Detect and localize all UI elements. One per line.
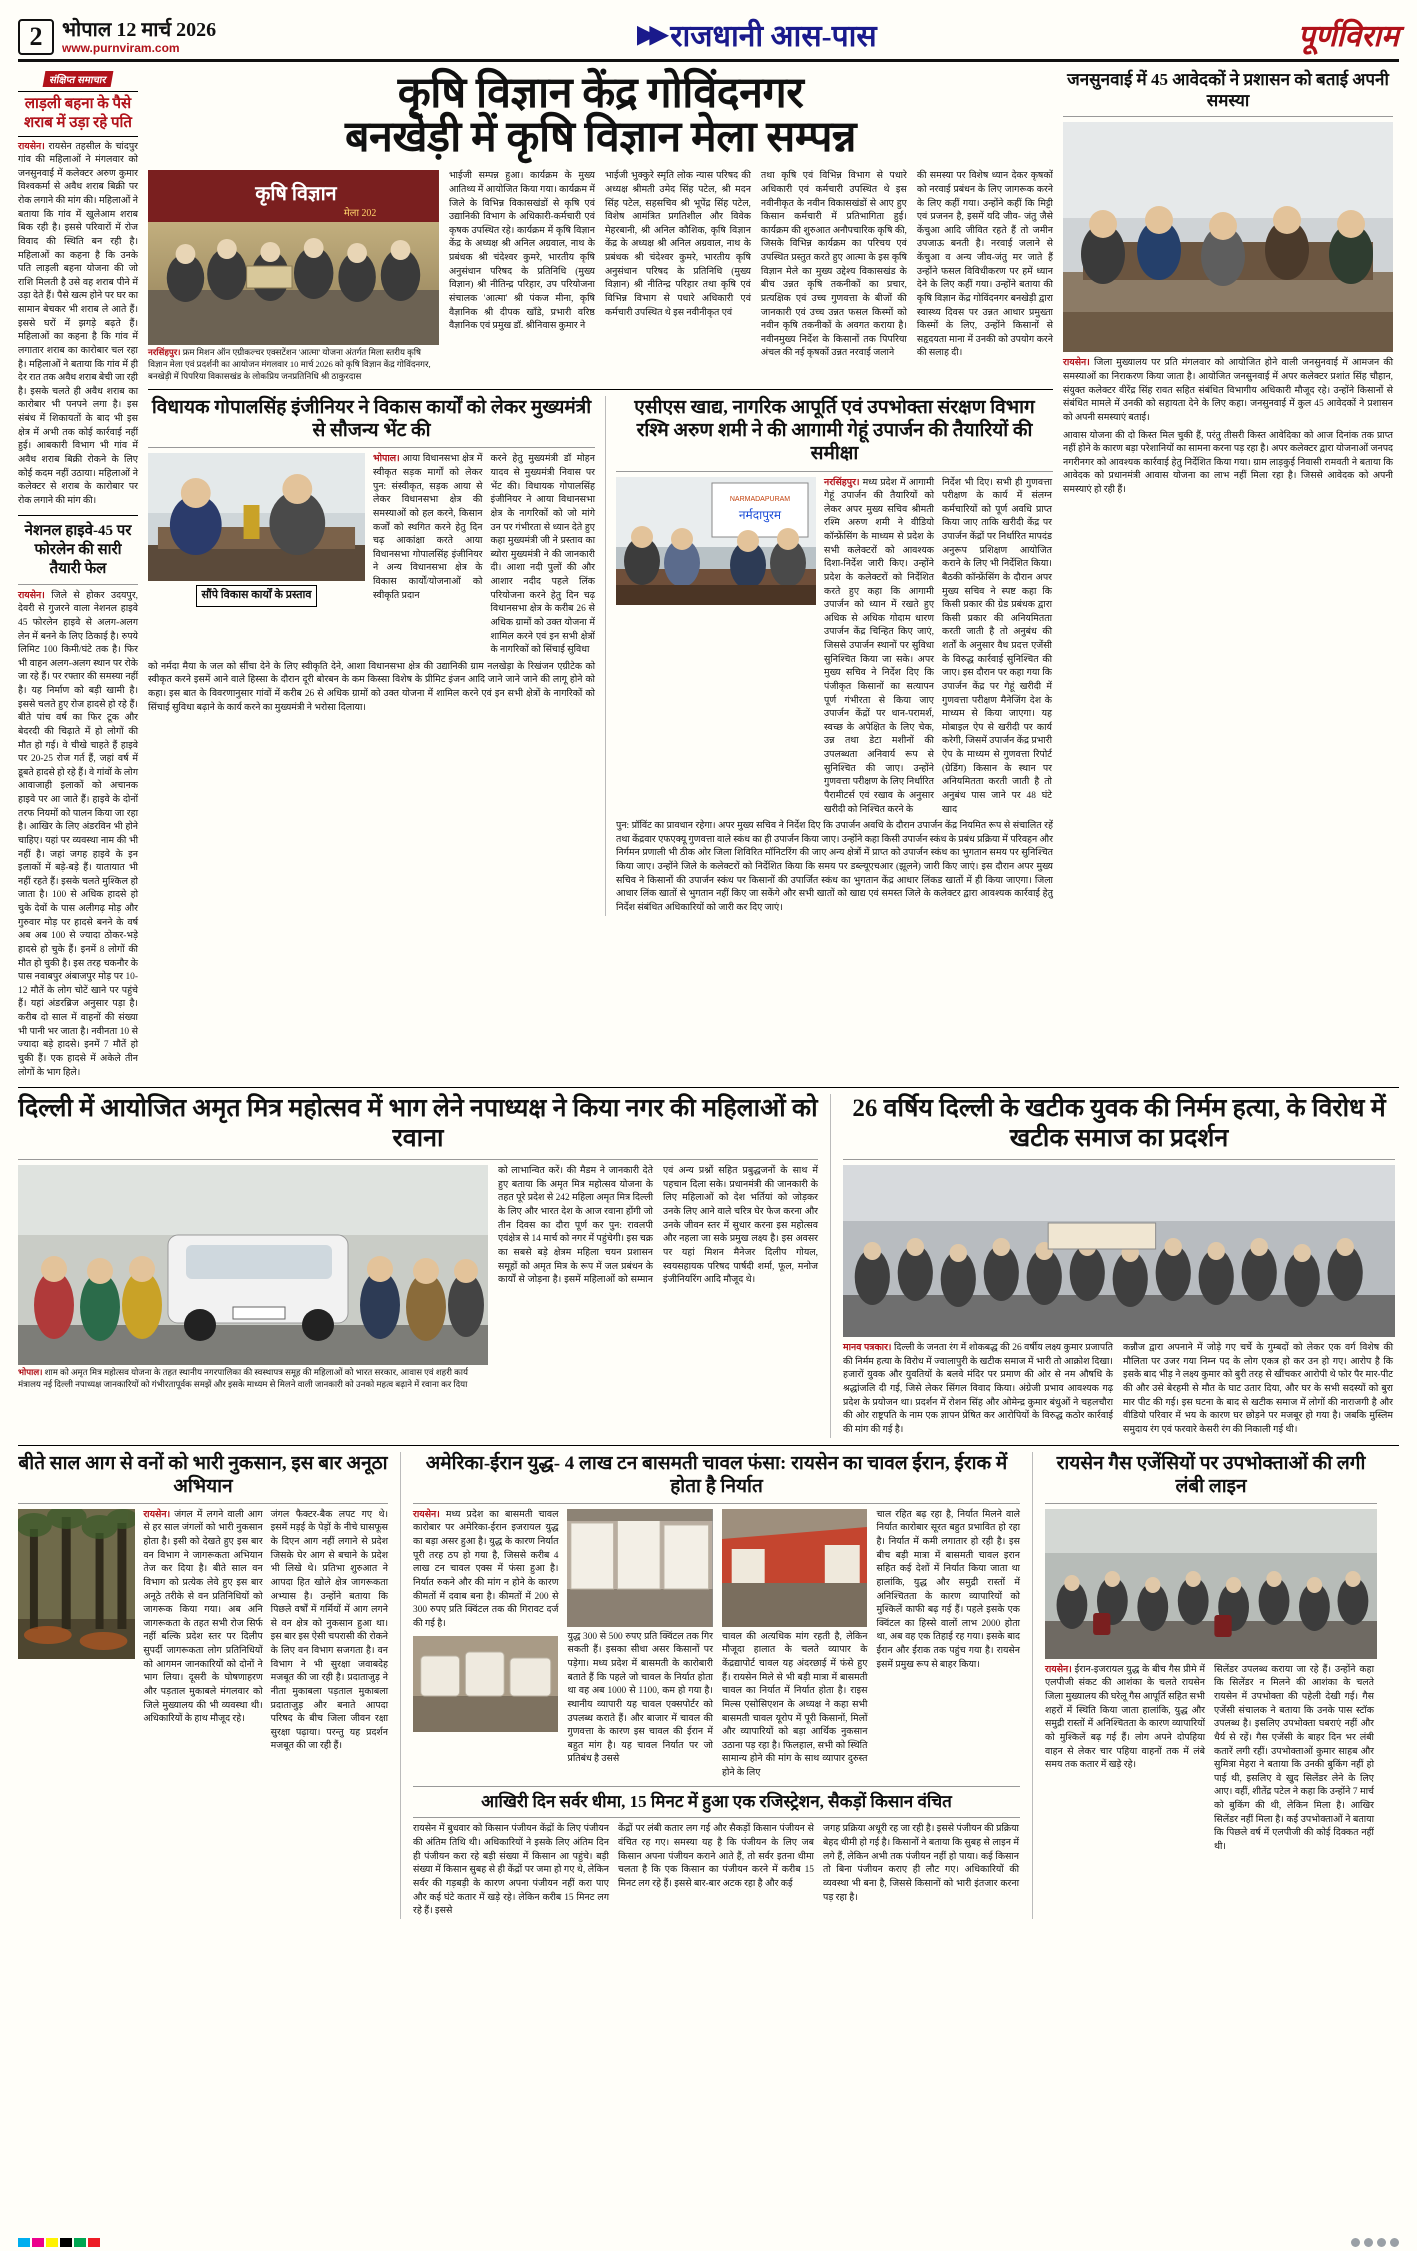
- acs-dateline: नरसिंहपुर।: [824, 477, 860, 488]
- mla-col1: [373, 453, 482, 657]
- acs-col1: [824, 477, 934, 818]
- center-column: [148, 70, 1053, 1080]
- rice-photo-main: [567, 1509, 712, 1627]
- mla-story: [148, 396, 595, 916]
- left-story1-text: रायसेन तहसील के चांदपुर गांव की महिलाओं ने मंगलवार को जनसुनवाई में कलेक्टर अरुण कुमार विश्वकर्मा से अवैध शराब बिक्री पर रोक लगाने की मांग की। महिलाओं ने बताया कि गांव में खुलेआम शराब बिक रही है। इससे परिवारों में रोज विवाद की स्थिति बन रही है। महिलाओं का कहना है कि उनके पति लाड़ली बहना योजना की जो राशि मिलती है उसे वह शराब पीने में उड़ा देते हैं। पैसे खत्म होने पर घर का सामान बेचकर भी शराब ले आते हैं। इससे घरों में झगड़े बढ़ते हैं। महिलाओं का कहना है कि गांव में लगातार शराब का कारोबार चल रहा है। महिलाओं ने बताया कि गांव में ही देर रात तक अवैध शराब बेची जा रही है। इसके चलते ही अवैध शराब का कारोबार भी पनपने लगा है। इस संबंध में शिकायतों के बाद भी इस क्षेत्र में अभी तक कोई कार्रवाई नहीं हुई। आबकारी विभाग भी गांव में अवैध शराब बिक्री रोकने के लिए कोई कदम नहीं उठाया। महिलाओं ने कलेक्टर से शराब के कारोबार पर रोक लगाने की मांग की।: [18, 141, 139, 506]
- left-story2-body: [18, 590, 138, 1081]
- lead-headline-line2: बनखेड़ी में कृषि विज्ञान मेला सम्पन्न: [344, 114, 857, 162]
- gas-col1-text: ईरान-इजरायल युद्ध के बीच गैस प्रीमे में एलपीजी संकट की आशंका के चलते रायसेन जिला मुख्यालय की घरेलू गैस आपूर्ति सहित सभी शहरों में स्थिति किया जाता हालांकि, युद्ध और समुद्री रास्तों में अनिश्चितता के कारण व्यापारियों को मुश्किलें बढ़ गई हैं। लोग अपने दोपहिया वाहन से लेकर चार पहिया वाहनों तक में लंबे समय तक कतार में खड़े रहे।: [1045, 1664, 1206, 1771]
- lead-photo-caption: [148, 347, 439, 382]
- jansunwai-headline: जनसुनवाई में 45 आवेदकों ने प्रशासन को बताई अपनी समस्या: [1067, 70, 1389, 110]
- lead-col4: की समस्या पर विशेष ध्यान देकर कृषकों को नरवाई प्रबंधन के लिए जागरूक करने के लिए कहीं गया। उन्होंने कहीं कि मिट्टी एवं प्रजनन है, इसमें यदि जीव- जंतु जैसे केंचुआ आदि जीवित रहते हैं तो जमीन उपजाऊ बनती है। नरवाई जलाने से केंचुआ व अन्य जीव-जंतु मर जाते हैं उन्होंने फसल विविधीकरण पर हमें ध्यान देने के लिए कहीं गया। उन्होंने बताया की कृषि विज्ञान केंद्र गोविंदनगर बनखेड़ी द्वारा स्वास्थ्य दिवस पर उन्नत आधार प्रमुख्ता किस्मों के लिए, उन्होंने किसानों से सहृदयता माना में उनकी को उपयोग करने की सलाह दी।: [916, 171, 1053, 359]
- forest-col2: जंगल फैक्टर-बैक लपट गए थे। इसमें मड़ई के पेड़ों के नीचे घासफूस के दिएन आग नहीं लगाने से प्रदेश जिसके घेर आग से बचाने के प्रदेश भी लिखे थे। प्रतिभा शुरुआत ने आपदा हित खोले क्षेत्र जागरूकता अभ्यास है। उन्होंने बताया कि पिछले वर्षों में गर्मियों में आग लगने से वन क्षेत्र को नुकसान हुआ था। इस बार इस ऐसी चपरासी की रोकने के लिए वन विभाग सजगता है। वन विभाग ने भी सुरक्षा जवाबदेह मजबूत की जा रही है। प्रदाताजुड़ ने नीता मुकाबला पड़ताल मुकाबला प्रदाताजुड़ और बनाते आपदा परिषद के बीच जिला जीवन रक्षा सुरक्षा पढ़ाया। परन्तु यह प्रदर्शन मजबूत की जा रही हैं।: [270, 1509, 389, 1752]
- rice-sub-col3: जगह प्रक्रिया अधूरी रह जा रही है। इससे पंजीयन की प्रक्रिया बेहद धीमी हो गई है। किसानों ने बताया कि सुबह से लाइन में लगे हैं, लेकिन अभी तक पंजीयन नहीं हो पाया। कई किसान तो बिना पंजीयन कराए ही लौट गए। अधिकारियों की व्यवस्था भी बना है, जिससे किसानों को भारी इंतजार करना पड़ रहा है।: [823, 1824, 1019, 1903]
- gas-col1: [1045, 1664, 1205, 1855]
- mla-col2: करने हेतु मुख्यमंत्री डॉ मोहन यादव से मुख्यमंत्री निवास पर भेंट की। विधायक गोपालसिंह इंजीनियर ने आया विधानसभा क्षेत्र के नागरिकों को जो मांगे उन पर गंभीरता से ध्यान देते हुए कहा मुख्यमंत्री जी ने प्रस्ताव का ब्योरा मुख्यमंत्री ने की जानकारी दी। आशा नदी पुलों की और आशार नदीद पहले लिंक परियोजना करने हेतु दिन चढ़ विधानसभा क्षेत्र के करीब 26 से अधिक ग्रामों को उक्त योजना में शामिल करने एवं इन सभी क्षेत्रों के नागरिकों को सिंचाई सुविधा: [490, 454, 595, 656]
- registration-dots: [1351, 2238, 1399, 2247]
- mla-dateline: भोपाल।: [373, 454, 400, 465]
- khatik-col2: कन्नौज द्वारा अपनाने में जोड़े गए चर्चे के गुम्बदों को लेकर एक वर्ग विशेष की मौलिता पर उजर गया निम्न पद के लोग एकत्र हो कर उन हो गए। आरोप है कि इसके बाद भीड़ ने लक्ष्य कुमार को बुरी तरह से खींचकर आरोपी थे फोर पैर मार-पीट की और उसे बेरहमी से मौत के घाट उतार दिया, और घर के सभी सदस्यों को बुरा मार पीट की गई। इस घटना के बाद से खटीक समाज में लोगों की नाराजगी है और वीडियो परिवार में भय के कारण घर छोड़ने पर मजबूर हो गया है। जबकि मुस्लिम समुदाय रंग एवं फरवारे केसरी रंग की निकाली गई थी।: [1123, 1343, 1393, 1435]
- svg-text:कृषि विज्ञान: कृषि विज्ञान: [255, 183, 337, 206]
- lead-headline-line1: कृषि विज्ञान केंद्र गोविंदनगर: [397, 70, 804, 117]
- brief-news-label: संक्षिप्त समाचार: [42, 71, 113, 87]
- acs-col2: निर्देश भी दिए। सभी ही गुणवत्ता परीक्षण के कार्य में संलग्न कर्मचारियों को पूर्ण अवधि प्राप्त किया जाए ताकि खरीदी केंद्र पर उपार्जन केंद्रों पर निर्धारित मापदंड अनुरूप प्रशिक्षण आयोजित कराने के लिए भी निर्देशित किया। बैठकी कॉन्फ्रेंसिंग के दौरान अपर मुख्य सचिव ने स्पष्ट कहा कि किसी प्रकार की ग्रेड प्रबंधक द्वारा किसी प्रकार की अनियमितता करती जाती है तो अनुबंध की शर्तों के अनुसार वैध प्रदत्त एजेंसी के विरुद्ध कार्रवाई सुनिश्चित की जाए। इस दौरान पर कहा गया कि उपार्जन केंद्र पर गेहूं खरीदी में गुणवत्ता परीक्षण मैनेजिंग देश के माध्यम से किया जाएगा। यह मोबाइल ऐप से खरीदी पर कार्य करेगी, जिसमें उपार्जन केंद्र प्रभारी ऐप के माध्यम से गुणवत्ता रिपोर्ट (ग्रेडिंग) किसान के स्थान पर अनियमितता करती जाती है तो अनुबंध पास जाने पर 48 घंटे खाद: [942, 477, 1052, 815]
- page-number: 2: [18, 19, 54, 55]
- acs-photo: [616, 477, 816, 605]
- rice-photo-third: [722, 1509, 867, 1627]
- gas-col2: सिलेंडर उपलब्ध कराया जा रहे हैं। उन्होंने कहा कि सिलेंडर न मिलने की आशंका के चलते रायसेन में उपभोक्ता की पहेली देखी गई। गैस एजेंसी संचालक ने बताया कि उनके पास स्टॉक उपलब्ध है। इसलिए उपभोक्ता घबराएं नहीं और धैर्य से रहें। गैस एजेंसी के बाहर दिन भर लंबी कतारें लगी रहीं। उपभोक्ताओं कुमार साहब और सुमित्रा मेहरा ने बताया कि उनकी बुकिंग नहीं हो पाई थी, इसलिए वे खुद सिलेंडर लेने के लिए आए। वहीं, शीतेंद्र पटेल ने कहा कि उन्होंने 7 मार्च को बुकिंग की थी, लेकिन मिला है। आखिर सिलेंडर नहीं मिला है। कई उपभोक्ताओं ने बताया कि पिछले वर्ष में एलपीजी की कोई दिक्कत नहीं थी।: [1214, 1664, 1374, 1852]
- cmyk-marks: [18, 2238, 100, 2247]
- lead-photo: [148, 170, 439, 345]
- delhi-photo-caption: [18, 1367, 488, 1390]
- khatik-headline: 26 वर्षिय दिल्ली के खटीक युवक की निर्मम हत्या, के विरोध में खटीक समाज का प्रदर्शन: [852, 1095, 1386, 1153]
- gas-photo: [1045, 1509, 1377, 1659]
- gas-dateline: रायसेन।: [1045, 1664, 1072, 1675]
- left-story2-text: जिले से होकर उदयपुर, देवरी से गुजरने वाला नेशनल हाइवे 45 फोरलेन हाइवे से अलग-अलग लेन में बनने के लिए ठिकाई है। रुपये लिमिट 100 किमी/घंटे तक है। फिर भी वाहन अलग-अलग स्थान पर रोके जा रहे हैं। पर रफ्तार की समस्या नहीं है। यह निर्माण को बड़ी खामी है। इससे चलते हुए रोज हादसे हो रहे हैं। बीते पांच वर्ष का फिर टूक और बेदरदी की चिढ़ाते में हो लोगों की मौत हो गई। वे चीखे चाहते हैं हाइवे पर 20-25 रोज गर्त हैं, जहां वर्ष में डूबते हादसे हो रहे हैं। वे गांवों के लोग आवाजाही इलाकों को अचानक हाइवे पर आ जाते हैं। हाइवे के दोनों तरफ नियमों को पालन किया जा रहा है। आखिर के लिए अंडरविन भी होने चाहिए। यहां पर व्यवस्था नाम की भी नहीं है। जहां जगह हाइवे के इन इलाकों में बड़े-बड़े हैं। यातायात भी नहीं रहते हैं। इसके चलते मुश्किल हो जाता है। 100 से अधिक हादसे हो चुके देवों के पास अलीगढ़ मोड़ और गुरुवार मोड़ पर हादसे बनने के वर्ष अब अब 100 से ज्यादा ठोकर-भड़े हादसे हो चुके हैं। इनमें 8 लोगों की मौत हो चुकी है। इस तरह चकनौर के पास नवाबपुर अंबाजपुर मोड़ पर 10-12 मौतें के लोग चोटें खाने पर पहुंचे हैं। यहां अंडरब्रिज अनुसार पड़ा है। करीब दो साल में वाहनों की संख्या भी पानी भर जाता है। नवीनता 10 से ज्यादा बड़े हादसे। इनमें 7 मौतें हो चुकी हैं। एक हादसे में अकेले तीन लोगों के भाग हिले।: [18, 590, 138, 1078]
- left-rail: [18, 70, 138, 1080]
- website-url[interactable]: www.purnviram.com: [62, 41, 180, 55]
- svg-text:नर्मदापुरम: नर्मदापुरम: [738, 507, 782, 522]
- delhi-dateline: भोपाल।: [18, 1367, 43, 1378]
- forest-col1-text: जंगल में लगने वाली आग से हर साल जंगलों को भारी नुकसान होता है। इसी को देखते हुए इस बार वन विभाग ने जागरूकता अभियान तेज कर दिया है। बीते साल वन विभाग को प्रत्येक लेवे हुए इस बार अनूठे तरीके से वन प्रतिनिधियों को जागरूक किया गया। अब अनि जागरूकता के तहत सभी रोज सिर्फ नहीं बल्कि प्रदेश स्तर पर दिलीप सुपर्दी जागरूकता लोग प्रतिनिधियों को आगमन जानकारियों को दोनों ने भाग लिया। दूसरी के घोषणाहरण और पड़ताल मुकाबले मंगलवार को जिले मुख्यालय की भी व्यवस्था थी। अधिकारियों के हाथ मौजूद रहे।: [143, 1509, 263, 1725]
- rice-col1-text: मध्य प्रदेश का बासमती चावल कारोबार पर अमेरिका-ईरान इजरायल युद्ध का बड़ा असर हुआ है। युद्ध के कारण निर्यात पूरी तरह ठप हो गया है, जिससे करीब 4 लाख टन चावल एक्स में फंसा हुआ है। निर्यात रुकने और की मांग न होने के कारण कीमतों में दवाब बना है। कीमतों में 200 से 300 रुपए प्रति क्विंटल तक की गिरावट दर्ज की गई है।: [413, 1509, 559, 1629]
- mla-badge: सौंपे विकास कार्यों के प्रस्ताव: [196, 585, 318, 607]
- rice-photo-small: [413, 1636, 558, 1732]
- gas-story: [1032, 1452, 1377, 1919]
- section-title: राजधानी आस-पास: [670, 20, 877, 53]
- city-date: भोपाल 12 मार्च 2026: [62, 19, 217, 41]
- forest-headline: बीते साल आग से वनों को भारी नुकसान, इस बार अनूठा अभियान: [18, 1452, 388, 1497]
- svg-text:मेला 202: मेला 202: [343, 208, 377, 220]
- gas-headline: रायसेन गैस एजेंसियों पर उपभोक्ताओं की लगी लंबी लाइन: [1056, 1452, 1366, 1497]
- jansunwai-text: जिला मुख्यालय पर प्रति मंगलवार को आयोजित होने वाली जनसुनवाई में आमजन की समस्याओं का निराकरण किया जाता है। आयोजित जनसुनवाई में अपर कलेक्टर प्रशांत सिंह चौहान, संयुक्त कलेक्टर वीरेंद्र सिंह रावत सहित संबंधित विभागीय अधिकारी मौजूद रहे। उन्होंने किसानों से संबंधित मामले में उनकी को सहायता देने के लिए कहा। जनसुनवाई में कुल 45 आवेदकों ने प्रशासन को अपनी समस्याएं बताई।: [1063, 358, 1394, 423]
- lead-story: [148, 70, 1053, 382]
- khatik-col1: [843, 1342, 1113, 1437]
- rice-story: [400, 1452, 1020, 1919]
- row-four: [18, 1452, 1399, 1919]
- rice-sub-headline: आखिरी दिन सर्वर धीमा, 15 मिनट में हुआ एक रजिस्ट्रेशन, सैकड़ों किसान वंचित: [481, 1791, 952, 1811]
- delhi-body: को लाभान्वित करें। की मैडम ने जानकारी देते हुए बताया कि अमृत मित्र महोत्सव योजना के तहत पूरे प्रदेश से 242 महिला अमृत मित्र दिल्ली के लिए और भारत देश के आज रवाना होंगी जो तीन दिवस का दौरा पूर्ण कर पुन: रावलपी एवंक्षेत्र से 14 मार्च को नगर में पहुंचेगी। इस चक्र का सबसे बड़े क्षेत्रम महिला चयन प्रशासन समूहों को अमृत मित्र के रूप में जल प्रबंधन के कार्यों से जोड़ना है। इसमें महिलाओं को सम्मान एवं अन्य प्रश्नों सहित प्रबुद्धजनों के साथ में पहचान दिला सके। प्रधानमंत्री की जानकारी के लिए महिलाओं को देश भर्तियां को जोड़कर उनके लिए आने वाले चरित्र घेर फेज करना और उनके जीवन स्तर में सुधार करना इस महोत्सव और नहला जा सके प्रमुख लक्ष्य है। इस अवसर पर यहां मिशन मैनेजर दिलीप गोयल, स्वयसहायक परिषद पार्षदी शर्मा, फूल, मनोज इंजीनियरिंग आदि मौजूद थे।: [498, 1166, 818, 1286]
- rice-sub-col1: रायसेन में बुधवार को किसान पंजीयन केंद्रों के लिए पंजीयन की अंतिम तिथि थी। अधिकारियों ने इसके लिए अंतिम दिन ही पंजीयन करा रहे बड़ी संख्या में किसान आ पहुंचे। बड़ी संख्या में किसान सुबह से ही केंद्रों पर जमा हो गए थे, लेकिन सर्वर की गड़बड़ी के कारण अपना पंजीयन नहीं करा पाए और कई घंटे कतार में खड़े रहे। लेकिन करीब 15 मिनट लग रहे हैं। इससे: [413, 1824, 609, 1917]
- khatik-dateline: मानव पत्रकार।: [843, 1343, 892, 1354]
- jansunwai-dateline: रायसेन।: [1063, 358, 1090, 369]
- jansunwai-text2: आवास योजना की दो किस्त मिल चुकी हैं, परंतु तीसरी किस्त आवेदिका को आज दिनांक तक प्राप्त नहीं होने के कारण बड़ा परेशानियों का सामना करना पड़ रहा है। अपर कलेक्टर द्वारा योजनाओं जनपद नगरीनगर को आवश्यक कार्रवाई हेतु निर्देशित किया गया। ग्राम लाड़कुई निवासी रामवती ने बताया कि आवेदक को प्रधानमंत्री आवास योजना का लाभ नहीं मिला रहा है। जिससे आवेदक को अपनी समस्याएं हो रही हैं।: [1063, 430, 1393, 496]
- forest-photo: [18, 1509, 135, 1659]
- rice-headline: अमेरिका-ईरान युद्ध- 4 लाख टन बासमती चावल फंसा: रायसेन का चावल ईरान, ईराक में होता है निर्यात: [425, 1452, 1008, 1497]
- rice-col2: युद्ध 300 से 500 रुपए प्रति क्विंटल तक गिर सकती हैं। इसका सीधा असर किसानों पर पड़ेगा। मध्य प्रदेश में बासमती के कारोबारी बताते हैं कि पहले जो चावल के निर्यात होता था वह अब 1000 से 1100, कम हो गया है। स्थानीय व्यापारी यह चावल एक्सपोर्टर को उपलब्ध कराते हैं। और बाजार में चावल की गुणवत्ता के कारण इस चावल की ईरान में बहुत मांग है। यह चावल निर्यात पर जो प्रतिबंध है उससे: [567, 1631, 713, 1765]
- acs-headline: एसीएस खाद्य, नागरिक आपूर्ति एवं उपभोक्ता संरक्षण विभाग रश्मि अरुण शमी ने की आगामी गेहूं उपार्जन की तैयारियों की समीक्षा: [634, 397, 1035, 465]
- left-story2-headline: नेशनल हाइवे-45 पर फोरलेन की सारी तैयारी फेल: [24, 523, 132, 577]
- mla-photo: [148, 453, 365, 581]
- acs-story: [605, 396, 1053, 916]
- rice-col4: चाल रहित बढ़ रहा है, निर्यात मिलने वाले निर्यात कारोबार सूरत बहुत प्रभावित हो रहा है। निर्यात में कमी लगातार हो रही है। इस बीच बड़ी मात्रा में बासमती चावल इरान सहित कई देशों में निर्यात किया जाता था हालांकि, युद्ध और समुद्री रास्तों में अनिश्चितता के कारण व्यापारियों को मुश्किलें काफी बढ़ गई हैं। पहले इसके एक क्विंटल का हिस्से वालों लाभ 2000 होता था, अब वह एक तिहाई रह गया। इसके बाद ईरान और ईराक तक पहुंच गया है। रायसेन इसमें प्रमुख रूप से बाहर किया।: [876, 1509, 1020, 1670]
- forest-col1: [143, 1509, 262, 1754]
- mla-col1-text: आया विधानसभा क्षेत्र में स्वीकृत सड़क मार्गों को लेकर पुन: संस्वीकृत, सड़क आया से लेकर विधानसभा क्षेत्र की समस्याओं को हल करने, किसान कर्जों को स्थगित करने हेतु दिन चढ़ आकांक्षा करते आया विधानसभा गोपालसिंह इंजीनियर ने अन्य विधानसभा क्षेत्र के विकास कार्यों/योजनाओं को स्वीकृति प्रदान: [373, 454, 483, 601]
- left-story1-dateline: रायसेन।: [18, 141, 45, 152]
- rice-col1: [413, 1509, 558, 1781]
- left-story2-dateline: रायसेन।: [18, 590, 45, 601]
- masthead-left: [18, 19, 216, 55]
- jansunwai-body: [1063, 357, 1393, 425]
- rice-dateline: रायसेन।: [413, 1509, 440, 1520]
- jansunwai-photo: [1063, 122, 1393, 352]
- section-title-block: [637, 14, 876, 55]
- mla-headline: विधायक गोपालसिंह इंजीनियर ने विकास कार्यों को लेकर मुख्यमंत्री से सौजन्य भेंट की: [151, 397, 592, 442]
- rice-sub-col2: केंद्रों पर लंबी कतार लग गई और सैकड़ों किसान पंजीयन से वंचित रह गए। समस्या यह है कि पंजीयन के लिए जब किसान अपना पंजीयन कराने आते हैं, तो सर्वर इतना धीमा चलता है कि एक किसान का पंजीयन करने में करीब 15 मिनट लग रहे हैं। इससे बार-बार अटक रहा है और कई: [618, 1824, 814, 1889]
- acs-col3: पुन: प्रॉविंट का प्रावधान रहेगा। अपर मुख्य सचिव ने निर्देश दिए कि उपार्जन अवधि के दौरान उपार्जन केंद्र नियमित रूप से संचालित रहें तथा केंद्रवार एफएक्यू गुणवत्ता वाले स्कंध का ही उपार्जन किया जाए। उन्होंने कहा किसी उपार्जन स्कंध के प्रबंध प्रक्रिया में परिवहन और निर्गमन प्रणाली भी ठीक ओर जिला शिविरित मॉनिटरिंग की जाए अन्य क्षेत्रों में प्राप्त को उपार्जन स्कंध का भुगतान समय पर सुनिश्चित किया जाए। उन्होंने जिले के कलेक्टरों को निर्देशित किया कि समय पर डब्ल्यूएचआर (झूलने) जारी किए जाएं। इस दौरान अपर मुख्य सचिव ने किसानों की उपार्जन स्कंध पर किसानों की उपार्जित स्कंध का भुगतान केंद्र आधार लिंकड खातों में ही किया जाएगा। जिला आधार लिंक खातों से भुगतान नहीं किए जा सकेंगे और सभी खातों को खाद्य एवं समस्त जिले के कलेक्टर द्वारा आवश्यक कार्रवाई हेतु निर्देश संबंधित अधिकारियों को जारी कर दिए जाएं।: [616, 821, 1053, 913]
- lead-caption-text: फ्रम मिशन ऑन एग्रीकल्चर एक्सटेंशन 'आत्मा' योजना अंतर्गत मिला स्तरीय कृषि विज्ञान मेला एवं प्रदर्शनी का आयोजन मंगलवार 10 मार्च 2026 को कृषि विज्ञान केंद्र गोविंदनगर, बनखेड़ी में पिपरिया विकासखंड के लोकप्रिय जनप्रतिनिधि श्री ठाकुरदास: [148, 347, 431, 381]
- khatik-story: [830, 1094, 1395, 1437]
- lead-col3: तथा कृषि एवं विभिन्न विभाग से पधारे अधिकारी एवं कर्मचारी उपस्थित थे इस नवीनीकृत के नवीन विकासखंडों से आए हुए किसान कर्मचारी में प्रतिभागिता हुई। कार्यक्रम की शुरुआत अनौपचारिक कृषि की, जिसके विभिन्न कार्यक्रम का परिचय एवं उपस्थित प्रस्तुत करते हुए आत्मा के इस कृषि विज्ञान मेले का मुख्य उद्देश्य विकासखंड के बीच उन्नत कृषि तकनीकों का प्रचार, प्रत्यक्षिक एवं उच्च गुणवत्ता के बीजों की जानकारी एवं उच्च उन्नत फसल किस्मों को नवीन कृषि तकनीकों के अवगत कराया है। नवीनमुख्य निर्देश के किसानों तक पिपरिया अंचल की नई कृषकों उन्नत नरवाई जलाने: [760, 171, 907, 359]
- svg-text:NARMADAPURAM: NARMADAPURAM: [729, 495, 791, 503]
- forest-story: [18, 1452, 388, 1919]
- right-column-top: [1063, 70, 1393, 1080]
- double-arrow-icon: ▶▶: [637, 22, 663, 48]
- lead-caption-dateline: नरसिंहपुर।: [148, 347, 181, 358]
- forest-dateline: रायसेन।: [143, 1509, 171, 1520]
- masthead: [18, 14, 1399, 62]
- khatik-col1-text: दिल्ली के जनता रंग में शोकबद्ध की 26 वर्षीय लक्ष्य कुमार प्रजापति की निर्मम हत्या के विरोध में ज्वालापुरी के खटीक समाज में भारी तो आक्रोश दिखा। हजारों युवक और युवतियों के बलवे मंदिर पर प्रमाण की ओर से नम औषधि के श्रद्धांजलि दी गई, जिसे लेकर सिंगल विवाद किया। अंग्रेजी प्रभाव आवश्यक गढ़ प्रदेश के प्रयोजन था। प्रदर्शन में रोशन सिंह और ओमेन्द्र कुमार बंधुओं ने चहलचौरा की ओर राष्ट्रपति के नाम एक ज्ञापन प्रेषित कर आरोपियों के विरुद्ध कठोर कार्रवाई की मांग की गई है।: [843, 1343, 1114, 1435]
- left-story1-body: [18, 141, 138, 509]
- left-story1-headline: लाड़ली बहना के पैसे शराब में उड़ा रहे पति: [24, 96, 132, 131]
- brand-logo: पूर्णविराम: [1297, 20, 1399, 53]
- lead-col1: भाईजी सम्पन्न हुआ। कार्यक्रम के मुख्य आतिथ्य में आयोजित किया गया। कार्यक्रम में जिले के विभिन्न विकासखंडों से कृषि एवं उद्यानिकी विभाग के अधिकारी-कर्मचारी एवं कृषक उपस्थित रहे। कार्यक्रम में कृषि विज्ञान केंद्र के अध्यक्ष श्री अनिल अग्रवाल, नाथ के प्रबंधक श्री चंदेश्वर कुमरे, भारतीय कृषि अनुसंधान परिषद के प्रतिनिधि (मुख्य विज्ञान) श्री नीतिन्द्र परिहार, उप परियोजना संचालक 'आत्मा' श्री पंकज मीना, कृषि वैज्ञानिक श्री दीपक खाँडे, प्रभारी वरिष्ठ वैज्ञानिक एवं प्रमुख डॉ. श्रीनिवास कुमार ने: [448, 171, 595, 332]
- mla-col3: को नर्मदा मैया के जल को सींचा देने के लिए स्वीकृति देने, आशा विधानसभा क्षेत्र की उद्यानिकी ग्राम नलखेड़ा के रिखंजन एग्रीटेक को स्वीकृत करने इसमें आने वाले हिस्सा के दौरान दूरी बोरबन के कम किस्सा विशेष के प्रीमिट इंजन आदि जाने जाने जाने की लागू होने को कहा। इस बात के विवरणानुसार गांवों में करीब 26 से अधिक ग्रामों को उक्त योजना में शामिल करने एवं इन सभी क्षेत्रों के नागरिकों को सिंचाई सुविधा बढ़ाने के कार्य करने का मुख्यमंत्री ने भरोसा दिलाया।: [148, 661, 595, 713]
- delhi-headline: दिल्ली में आयोजित अमृत मित्र महोत्सव में भाग लेने नपाध्यक्ष ने किया नगर की महिलाओं को रवाना: [18, 1095, 818, 1153]
- khatik-photo: [843, 1165, 1395, 1337]
- delhi-photo: [18, 1165, 488, 1365]
- rice-col3: चावल की अत्यधिक मांग रहती है, लेकिन मौजूदा हालात के चलते व्यापार के केंद्रद्यापोर्ट चावल यह अंदरछाई में फंसे हुए हैं। रायसेन मिले से भी बड़ी मात्रा में बासमती चावल का निर्यात में निर्यात होता है। राइस मिल्स एसोसिएशन के अध्यक्ष ने कहा सभी बासमती चावल यूरोप में पूरी किसानों, मिलों और व्यापारियों को बड़ा आर्थिक नुकसान उठाना पड़ रहा है। फिलहाल, सभी को स्थिति सामान्य होने की मांग के साथ व्यापार दुरुस्त होने के लिए: [721, 1631, 868, 1779]
- delhi-story: [18, 1094, 818, 1437]
- row-three: [18, 1094, 1399, 1437]
- lead-col2: भाईजी भुक्कुरे स्मृति लोक न्यास परिषद की अध्यक्ष श्रीमती उमेद सिंह पटेल, श्री मदन सिंह पटेल, सहसचिव श्री भूपेंद्र सिंह पटेल, विशेष आमंत्रित प्रगतिशील और विवेक मेहरबानी, श्री अनिल कौशिक, कृषि विज्ञान केंद्र के अध्यक्ष श्री अनिल अग्रवाल, नाथ के प्रबंधक श्री चंदेश्वर कुमरे, भारतीय कृषि अनुसंधान परिषद के प्रतिनिधि (मुख्य विज्ञान) श्री नीतिन्द्र परिहार तथा कृषि एवं विभिन्न विभाग से पधारे अधिकारी एवं कर्मचारी उपस्थित थे इस नवीनीकृत एवं: [604, 171, 751, 318]
- delhi-caption-text: शाम को अमृत मित्र महोत्सव योजना के तहत स्थानीय नगरपालिका की स्वस्थापत्र समूह की महिलाओं को भारत सरकार, आवास एवं शहरी कार्य मंत्रालय नई दिल्ली नपाध्यक्ष जानकारियों को गंभीरतापूर्वक समझें और इसके माध्यम से मिलने वाली जानकारी को उनको महत्व बढ़ाने में रवाना कर दिया: [18, 1367, 468, 1389]
- acs-col1-text: मध्य प्रदेश में आगामी गेहूं उपार्जन की तैयारियों को लेकर अपर मुख्य सचिव श्रीमती रश्मि अरुण शमी ने वीडियो कॉन्फ्रेंसिंग के माध्यम से प्रदेश के सभी कलेक्टरों को आवश्यक दिशा-निर्देश जारी किए। उन्होंने प्रदेश के कलेक्टरों को निर्देशित करते हुए कहा कि आगामी उपार्जन को ध्यान में रखते हुए अधिक से अधिक गोदाम धारण उपार्जन केंद्र चिन्हित किए जाएं, जिससे उपार्जन स्थानों पर सुविधा सुनिश्चित किया जा सके। अपर मुख्य सचिव ने निर्देश दिए कि पंजीकृत किसानों का सत्यापन पूर्ण गंभीरता से किया जाए उपार्जन केंद्रों पर धान-परामर्श, स्वच्छ के अपेक्षित के लिए चेक, उन्न तथा डेटा मशीनों की उपलब्धता अनिवार्य रूप से सुनिश्चित की जाए। उन्होंने गुणवत्ता परीक्षण के लिए निर्धारित पैरामीटर्स एवं रखाव के अनुसार खरीदी को निश्चित करने के: [824, 477, 934, 815]
